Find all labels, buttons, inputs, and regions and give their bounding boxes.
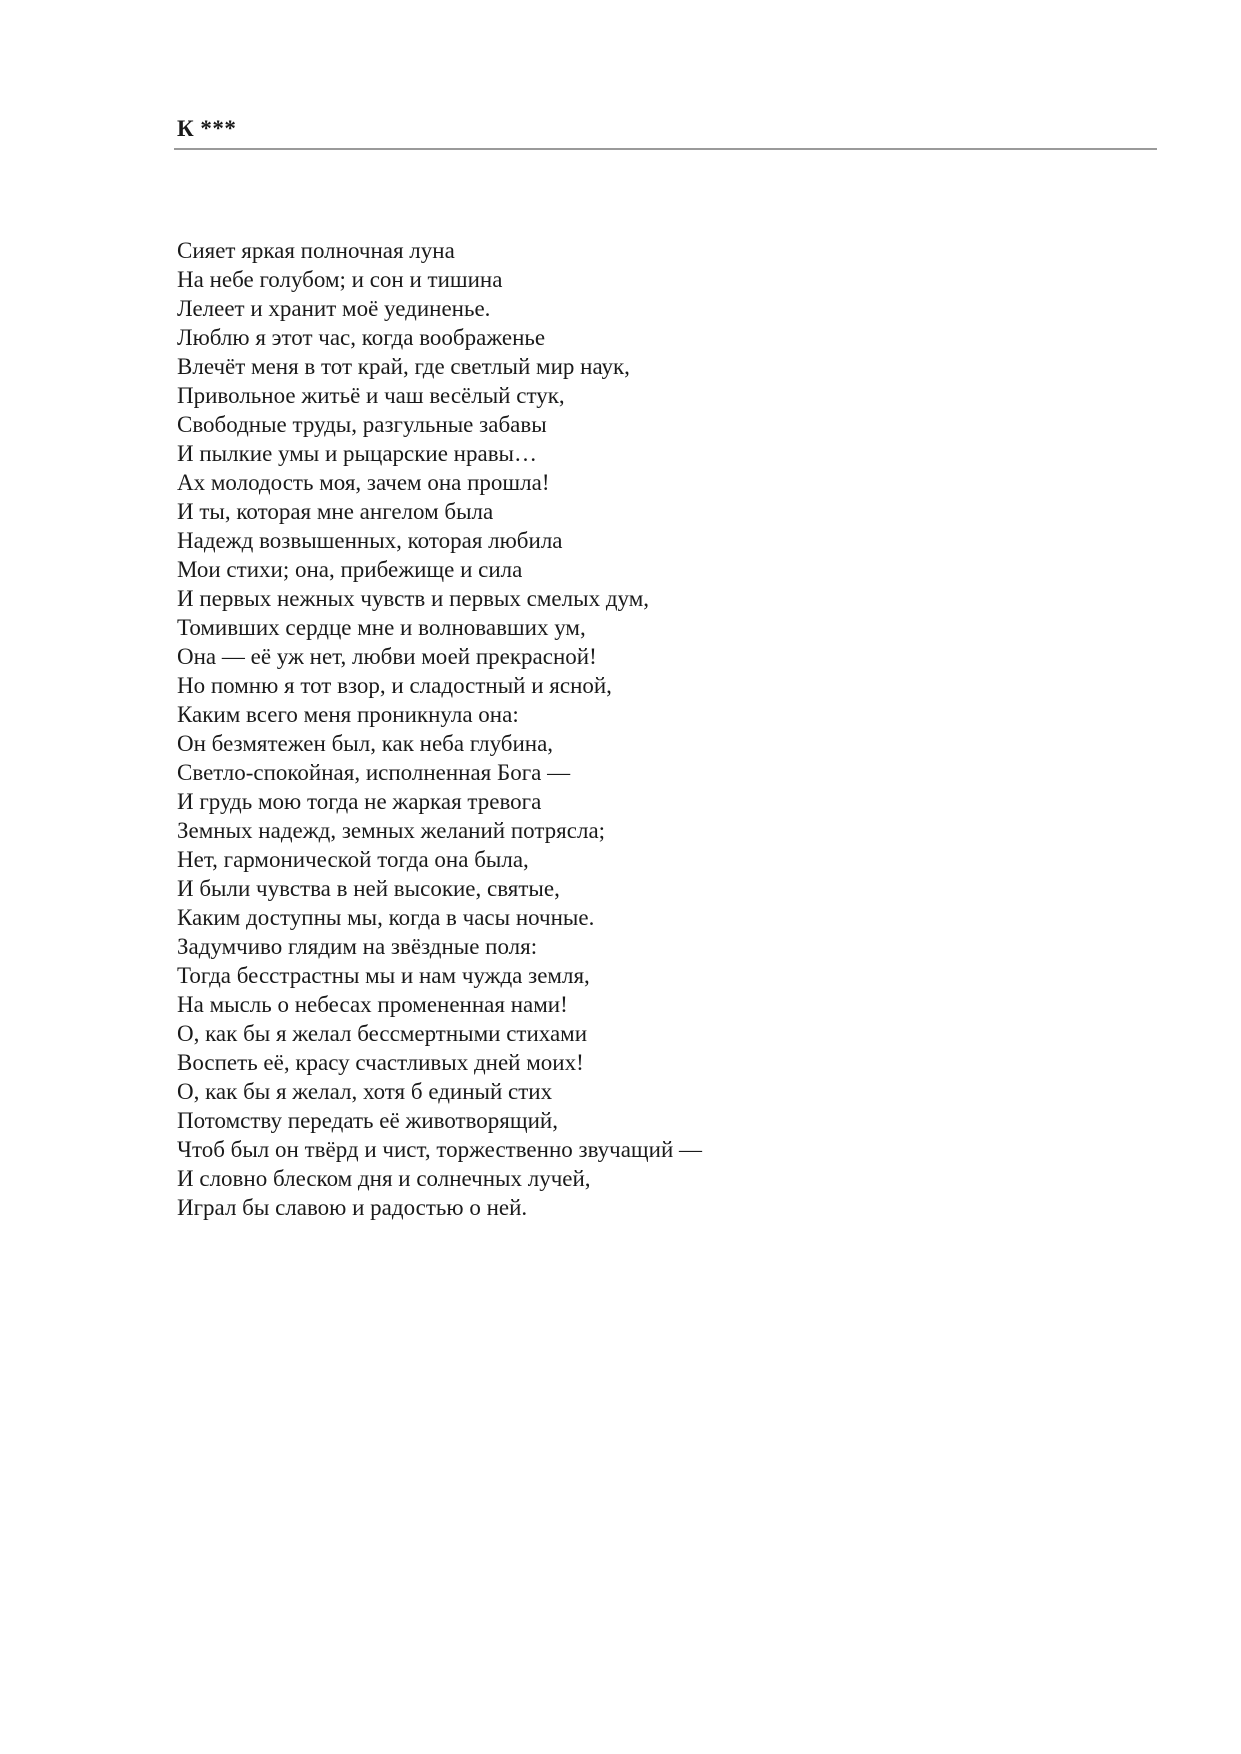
poem-line: И пылкие умы и рыцарские нравы… — [177, 441, 538, 466]
poem-line: И были чувства в ней высокие, святые, — [177, 876, 560, 901]
poem-line: Мои стихи; она, прибежище и сила — [177, 557, 523, 582]
page-header — [174, 112, 1157, 150]
poem-line: Надежд возвышенных, которая любила — [177, 528, 563, 553]
poem-line: Играл бы славою и радостью о ней. — [177, 1195, 528, 1220]
poem-line: Лелеет и хранит моё уединенье. — [177, 296, 491, 321]
poem-line: Томивших сердце мне и волновавших ум, — [177, 615, 586, 640]
poem-line: На небе голубом; и сон и тишина — [177, 267, 503, 292]
poem-line: Люблю я этот час, когда воображенье — [177, 325, 546, 350]
poem-body — [177, 236, 1077, 1222]
poem-line: О, как бы я желал бессмертными стихами — [177, 1021, 588, 1046]
poem-line: Потомству передать её животворящий, — [177, 1108, 558, 1133]
poem-line: И ты, которая мне ангелом была — [177, 499, 494, 524]
poem-line: Земных надежд, земных желаний потрясла; — [177, 818, 606, 843]
poem-line: Влечёт меня в тот край, где светлый мир наук, — [177, 354, 630, 379]
poem-line: И словно блеском дня и солнечных лучей, — [177, 1166, 591, 1191]
poem-line: Свободные труды, разгульные забавы — [177, 412, 547, 437]
poem-line: Задумчиво глядим на звёздные поля: — [177, 934, 538, 959]
poem-line: Воспеть её, красу счастливых дней моих! — [177, 1050, 584, 1075]
poem-line: Он безмятежен был, как неба глубина, — [177, 731, 554, 756]
page-title: К *** — [177, 116, 237, 141]
poem-line: Она — её уж нет, любви моей прекрасной! — [177, 644, 597, 669]
poem-line: Нет, гармонической тогда она была, — [177, 847, 529, 872]
poem-line: Привольное житьё и чаш весёлый стук, — [177, 383, 565, 408]
poem-line: Сияет яркая полночная луна — [177, 238, 455, 263]
poem-line: И первых нежных чувств и первых смелых дум, — [177, 586, 650, 611]
poem-line: На мысль о небесах промененная нами! — [177, 992, 568, 1017]
poem-line: О, как бы я желал, хотя б единый стих — [177, 1079, 553, 1104]
poem-line: Ах молодость моя, зачем она прошла! — [177, 470, 550, 495]
poem-line: Тогда бесстрастны мы и нам чужда земля, — [177, 963, 590, 988]
poem-line: Но помню я тот взор, и сладостный и ясной, — [177, 673, 612, 698]
poem-line: Чтоб был он твёрд и чист, торжественно звучащий — — [177, 1137, 703, 1162]
poem-line: Каким доступны мы, когда в часы ночные. — [177, 905, 595, 930]
poem-line: Каким всего меня проникнула она: — [177, 702, 519, 727]
poem-line: Светло-спокойная, исполненная Бога — — [177, 760, 571, 785]
poem-line: И грудь мою тогда не жаркая тревога — [177, 789, 542, 814]
